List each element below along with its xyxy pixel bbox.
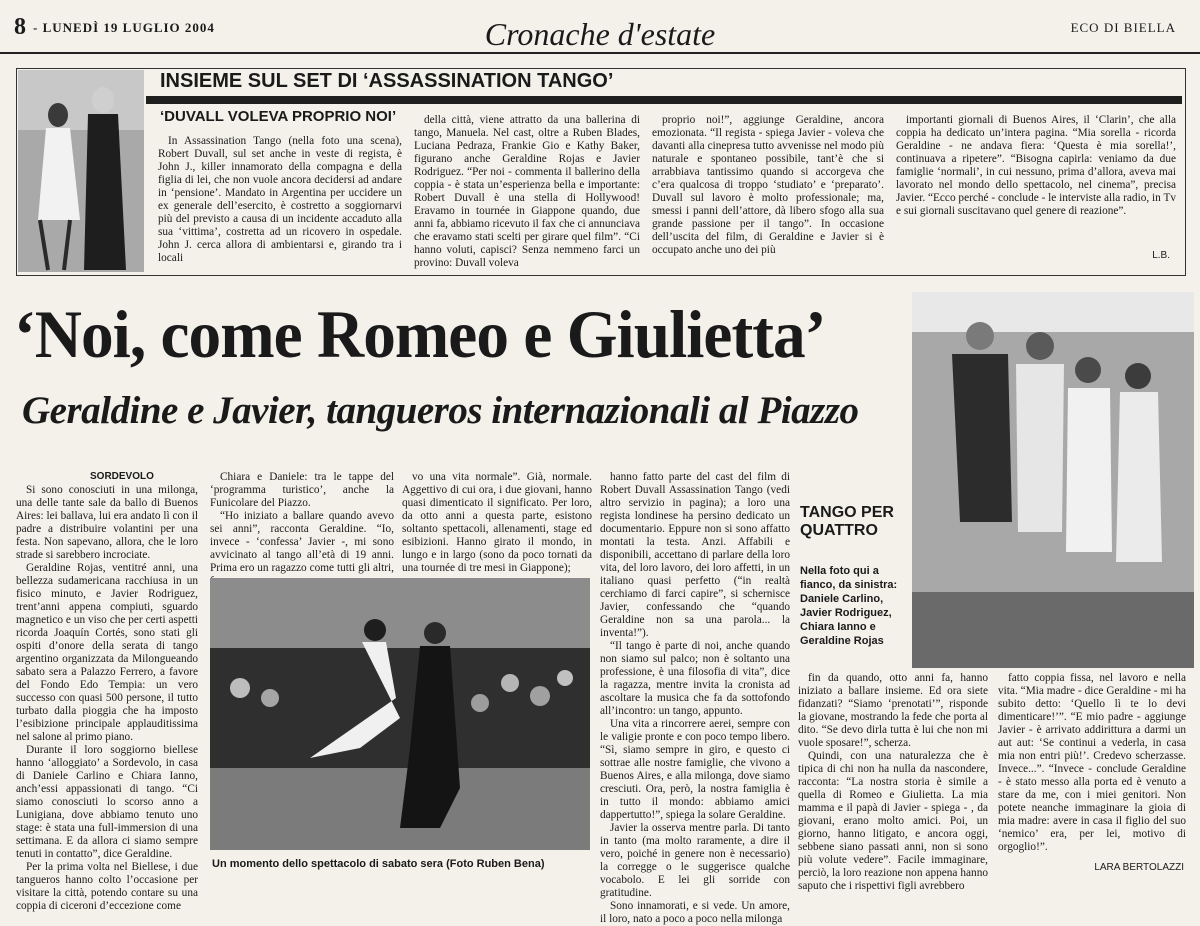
- newspaper-name: ECO DI BIELLA: [1070, 20, 1176, 35]
- box-text: della città, viene attratto da una ballerina di tango, Manuela. Nel cast, oltre a Ruben Blades, Luciana Pedraza, Frankie Gio e Kathy Baker, figurano anche Geraldine Rojas e Javier Rodriguez. “Per noi - commenta il ballerino della coppia - è stata un’esperienza bella e importante: Robert Duvall è una stella di Hollywood! Eravamo in tournée in Giappone quando, due anni fa, abbiamo ricevuto il fax che ci annunciava che eravamo stati scelti per girare quel film”. “Ci hanno voluti, capisci? Senza nemmeno farci un provino: Duvall voleva: [414, 114, 640, 269]
- box-text: In Assassination Tango (nella foto una scena), Robert Duvall, sul set anche in veste di regista, è John J., killer innamorato della compagna e della figlia di lei, che non vuole ancora decidersi ad andare in ‘pensione’. Mandato in Argentina per uccidere un ex generale dell’esercito, è costretto a soggiornarvi più del previsto a causa di un incidente accaduto alla sua ‘vittima’, costretta ad un ricovero in ospedale. John J. cerca allora di ambientarsi e, girando tra i locali: [158, 135, 402, 264]
- paragraph: hanno fatto parte del cast del film di Robert Duvall Assassination Tango (vedi altro servizio in pagina); a loro una regista londinese ha persino dedicato un documentario. Eppure non si sono affatto montati la testa. Anzi. Affabili e disponibili, accettano di parlare della loro vita, del loro lavoro, dei loro affetti, in un italiano quasi perfetto (“in realtà cerchiamo di farci capire”, si schernisce Javier, confessando che “quando Geraldine non sa una parola... la inventa!”).: [600, 471, 790, 639]
- page-number: 8: [14, 14, 26, 40]
- section-title: Cronache d'estate: [484, 16, 716, 52]
- paragraph: Per la prima volta nel Biellese, i due tangueros hanno colto l’occasione per visitare la città, potendo contare su una coppia di ciceroni d’eccezione come: [16, 861, 198, 912]
- tango-performance-photo: [210, 578, 590, 850]
- article-column-2: [210, 471, 394, 573]
- box-signature: L.B.: [1152, 250, 1170, 261]
- paragraph: Quindi, con una naturalezza che è tipica di chi non ha nulla da nascondere, racconta: “La nostra storia è simile a quella di Romeo e Giulietta. La mia mamma e il papà di Javier - spiega - , da giovani, erano molto amici. Poi, un giorno, hanno litigato, e ancora oggi, sebbene siano passati anni, non si sono più volute vedere”. Facile immaginare, perciò, la loro reazione non appena hanno saputo che i rispettivi figli avrebbero: [798, 750, 988, 892]
- article-author: LARA BERTOLAZZI: [1094, 862, 1184, 873]
- paragraph: fatto coppia fissa, nel lavoro e nella vita. “Mia madre - dice Geraldine - mi ha subito detto: ‘Quello lì te lo devi dimenticare!’”. “E mio padre - aggiunge Javier - è arrivato addirittura a darmi un aut aut: ‘Se continui a vederla, in casa mia non entri più!’. Credevo scherzasse. Invece...”. “Invece - conclude Geraldine - è stato messo alla porta ed è venuto a stare da me, con i miei genitori. Non potete neanche immaginare la gioia di mia madre: avere in casa il figlio del suo ‘nemico’ era, per lei, motivo di orgoglio!”.: [998, 672, 1186, 853]
- box-text: importanti giornali di Buenos Aires, il ‘Clarin’, che alla coppia ha dedicato un’intera pagina. “Mia sorella - ricorda Geraldine - ne andava fiera: ‘Questa è mia sorella!’, continuava a ripetere”. “Bisogna capirla: veniamo da due famiglie ‘normali’, in cui nessuno, prima d’allora, aveva mai lavorato nel mondo dello spettacolo, nel cinema”, precisa Javier. “Ecco perché - conclude - le interviste alla radio, in Tv e sui giornali suscitavano quel genere di reazione”.: [896, 114, 1176, 217]
- article-column-3: [402, 471, 592, 573]
- photo-box-caption: Nella foto qui a fianco, da sinistra: Daniele Carlino, Javier Rodriguez, Chiara Ianno e Geraldine Rojas: [800, 565, 898, 647]
- paragraph: Si sono conosciuti in una milonga, una delle tante sale da ballo di Buenos Aires: lei ballava, lui era andato lì con il padre a distribuire volantini per una festa. Non sapevano, allora, che le loro strade si sarebbero incrociate.: [16, 484, 198, 561]
- header-rule: [0, 52, 1200, 54]
- box-column-3: [652, 114, 884, 270]
- article-title: ‘Noi, come Romeo e Giulietta’: [14, 296, 826, 372]
- paragraph: Chiara e Daniele: tra le tappe del ‘programma turistico’, anche la Funicolare del Piazzo.: [210, 471, 394, 509]
- kicker-rule: [146, 96, 1182, 104]
- group-photo: [912, 292, 1194, 668]
- photo-caption: Un momento dello spettacolo di sabato sera (Foto Ruben Bena): [212, 858, 545, 870]
- paragraph: Sono innamorati, e si vede. Un amore, il loro, nato a poco a poco nella milonga: [600, 900, 790, 925]
- article-column-6: [998, 672, 1186, 852]
- paragraph: Javier la osserva mentre parla. Di tanto in tanto (ma molto raramente, a dire il vero, poiché in genere non è necessario) la corregge o le suggerisce qualche vocabolo. E lei gli sorride con gratitudine.: [600, 822, 790, 899]
- paragraph: Una vita a rincorrere aerei, sempre con le valigie pronte e con poco tempo libero. “Sì, siamo sempre in giro, e questo ci sottrae alle nostre famiglie, che vivono a Buenos Aires, e alla milonga, dove siamo cresciuti. Ora, però, la nostra famiglia è in tutto il mondo: abbiamo amici dappertutto!”, spiega la solare Geraldine.: [600, 718, 790, 821]
- box-text: proprio noi!”, aggiunge Geraldine, ancora emozionata. “Il regista - spiega Javier - voleva che davanti alla cinepresa tutto avvenisse nel modo più naturale e spontaneo possibile, tant’è che si arrabbiava tantissimo quando si accorgeva che c’era qualcosa di troppo ‘studiato’ e ‘preparato’. Duvall sul lavoro è molto professionale; ma, smessi i panni dell’attore, dà libero sfogo alla sua grande passione per il tango”. In occasione dell’uscita del film, di Geraldine e Javier si è occupato anche uno dei più: [652, 114, 884, 256]
- paragraph: fin da quando, otto anni fa, hanno iniziato a ballare insieme. Ed ora siete fidanzati? “Siamo ‘prenotati’”, risponde la giovane, mostrando la fede che porta al dito. “Se devo dirla tutta è lui che non mi vuole sposare!”, scherza.: [798, 672, 988, 749]
- paragraph: “Ho iniziato a ballare quando avevo sei anni”, racconta Geraldine. “Io, invece - ‘confessa’ Javier -, mi sono avvicinato al tango all’età di 19 anni. Prima ero un ragazzo come tutti gli altri,: [210, 510, 394, 574]
- box-kicker: INSIEME SUL SET DI ‘ASSASSINATION TANGO’: [160, 70, 614, 92]
- box-headline: ‘DUVALL VOLEVA PROPRIO NOI’: [160, 108, 397, 125]
- article-column-5: [798, 672, 988, 892]
- article-subtitle: Geraldine e Javier, tangueros internazionali al Piazzo: [22, 389, 859, 432]
- article-column-4: [600, 471, 790, 925]
- box-column-2: [414, 114, 640, 270]
- box-column-4: [896, 114, 1176, 252]
- article-column-1: [16, 484, 198, 912]
- photo-box-title: TANGO PER QUATTRO: [800, 504, 894, 539]
- paragraph: Geraldine Rojas, ventitré anni, una bellezza sudamericana racchiusa in un fisico minuto, e Javier Rodriguez, trent’anni appena compiuti, sguardo magnetico e un viso che per certi aspetti ricorda Joaquín Cortés, sono stati gli ospiti d’onore della serata di tango argentino organizzata da Milongueando sabato sera a Palazzo Ferrero, a favore del Fondo Edo Tempia: un vero successo con quasi 500 persone, il tutto turbato dalla pioggia che ha imposto l’esibizione principale applauditissima nel salone al primo piano.: [16, 562, 198, 743]
- paragraph: vo una vita normale”. Già, normale. Aggettivo di cui ora, i due giovani, hanno quasi dimenticato il significato. Per loro, da otto anni a questa parte, esistono soltanto spettacoli, allenamenti, stage ed esibizioni. Hanno girato il mondo, in lungo e in largo (sono da poco tornati da una tournée di tre mesi in Giappone);: [402, 471, 592, 574]
- dateline: SORDEVOLO: [90, 471, 154, 482]
- movie-scene-photo: [18, 70, 144, 272]
- paragraph: Durante il loro soggiorno biellese hanno ‘alloggiato’ a Sordevolo, in casa di Daniele Carlino e Chiara Ianno, anch’essi appassionati di tango. “Ci siamo conosciuti lo scorso anno a Lunigiana, dove abbiamo tenuto uno stage: è stata una full-immersion di una settimana. E da allora ci siamo sempre tenuti in contatto”, dice Geraldine.: [16, 744, 198, 860]
- issue-date: - LUNEDÌ 19 LUGLIO 2004: [33, 20, 215, 35]
- box-column-1: [158, 135, 402, 269]
- paragraph: “Il tango è parte di noi, anche quando non siamo sul palco; non è soltanto una professione, è una filosofia di vita”, dice la ragazza, mentre invita la cronista ad ascoltare la musica che fa da sottofondo all’incontro: un tango, appunto.: [600, 640, 790, 717]
